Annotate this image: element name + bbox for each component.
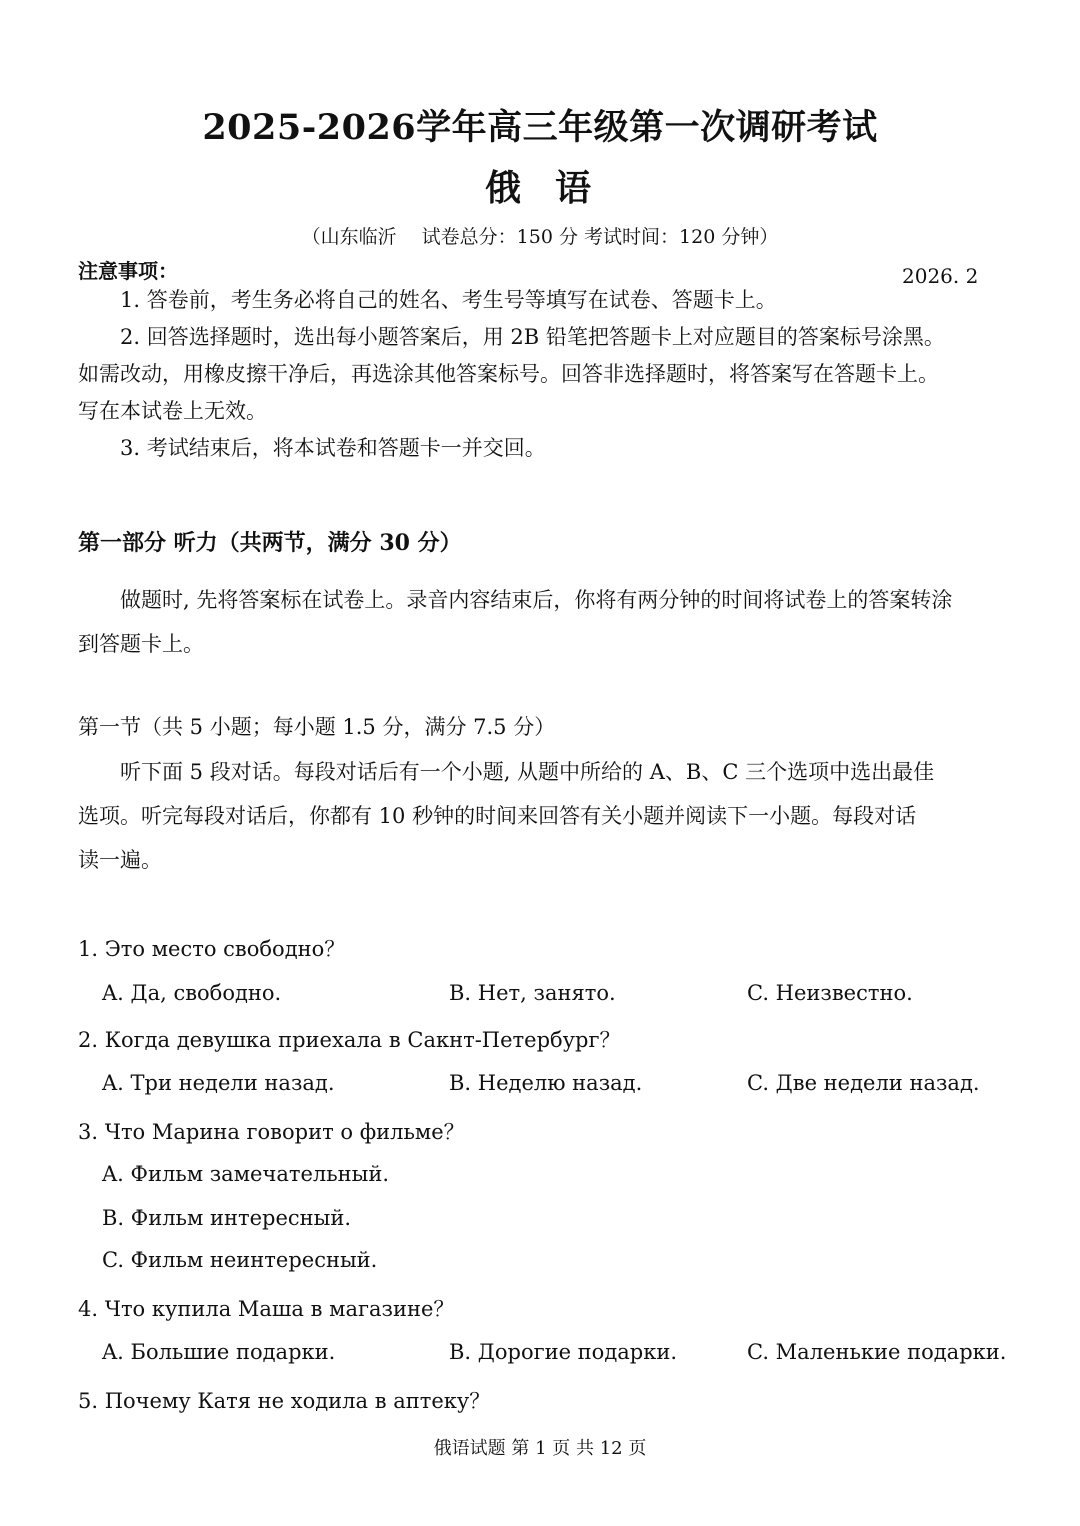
note-item-1: 1. 答卷前，考生务必将自己的姓名、考生号等填写在试卷、答题卡上。 [120, 288, 777, 312]
section1-instruction-line-2: 选项。听完每段对话后，你都有 10 秒钟的时间来回答有关小题并阅读下一小题。每段对话 [78, 804, 917, 828]
exam-date: 2026. 2 [902, 264, 979, 288]
question-1-option-b: B. Нет, занято. [449, 981, 616, 1005]
question-5: 5. Почему Катя не ходила в аптеку？ [78, 1389, 491, 1413]
note-item-3: 3. 考试结束后，将本试卷和答题卡一并交回。 [120, 436, 546, 460]
note-item-2-line-1: 2. 回答选择题时，选出每小题答案后，用 2B 铅笔把答题卡上对应题目的答案标号涂黑。 [120, 325, 945, 349]
question-3-option-a: A. Фильм замечательный. [102, 1162, 390, 1186]
section1-instruction-line-1: 听下面 5 段对话。每段对话后有一个小题, 从题中所给的 A、B、C 三个选项中选出最佳 [120, 760, 935, 784]
question-3: 3. Что Марина говорит о фильме？ [78, 1120, 465, 1144]
question-1-option-a: A. Да, свободно. [102, 981, 282, 1005]
question-2: 2. Когда девушка приехала в Сакнт-Петербург？ [78, 1028, 621, 1052]
note-item-2-line-3: 写在本试卷上无效。 [78, 399, 267, 423]
part1-heading: 第一部分 听力（共两节，满分 30 分） [78, 530, 462, 556]
section1-instruction-line-3: 读一遍。 [78, 848, 162, 872]
question-4-option-b: B. Дорогие подарки. [449, 1340, 678, 1364]
question-1-option-c: C. Неизвестно. [747, 981, 913, 1005]
page-footer: 俄语试题 第 1 页 共 12 页 [433, 1438, 647, 1459]
question-2-option-a: A. Три недели назад. [102, 1071, 335, 1095]
question-2-option-c: C. Две недели назад. [747, 1071, 980, 1095]
question-4: 4. Что купила Маша в магазине？ [78, 1297, 455, 1321]
part1-instruction-line-1: 做题时, 先将答案标在试卷上。录音内容结束后，你将有两分钟的时间将试卷上的答案转涂 [120, 588, 953, 612]
question-4-option-a: A. Большие подарки. [102, 1340, 336, 1364]
exam-title: 2025-2026学年高三年级第一次调研考试 [202, 107, 878, 148]
question-2-option-b: B. Неделю назад. [449, 1071, 643, 1095]
exam-subject: 俄语 [484, 167, 625, 209]
exam-info: （山东临沂 试卷总分：150 分 考试时间：120 分钟） [301, 226, 779, 248]
notes-heading: 注意事项： [78, 259, 178, 283]
question-1: 1. Это место свободно？ [78, 937, 346, 961]
question-4-option-c: C. Маленькие подарки. [747, 1340, 1007, 1364]
note-item-2-line-2: 如需改动，用橡皮擦干净后，再选涂其他答案标号。回答非选择题时，将答案写在答题卡上。 [78, 362, 939, 386]
part1-instruction-line-2: 到答题卡上。 [78, 632, 204, 656]
section1-heading: 第一节（共 5 小题；每小题 1.5 分，满分 7.5 分） [78, 715, 556, 739]
question-3-option-c: C. Фильм неинтересный. [102, 1248, 378, 1272]
question-3-option-b: B. Фильм интересный. [102, 1206, 352, 1230]
